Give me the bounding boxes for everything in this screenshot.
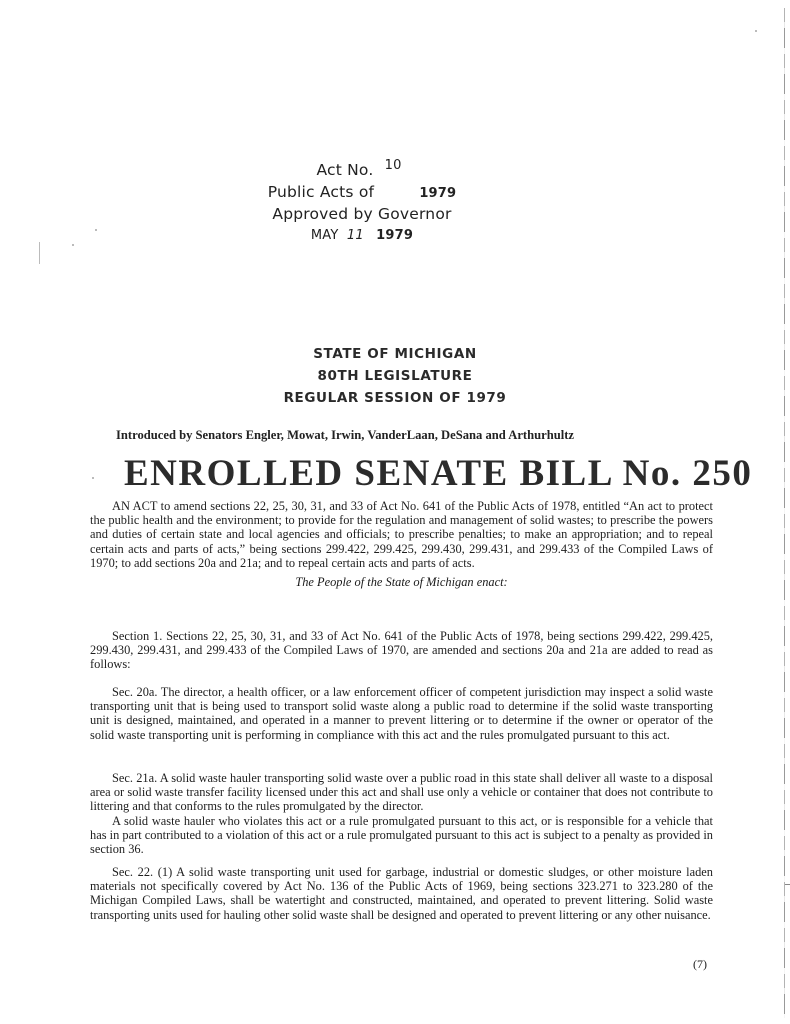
page-number: (7) [693,957,707,971]
state-name: STATE OF MICHIGAN [313,346,477,362]
act-number-label: Act No. [316,161,374,179]
approved-by-governor: Approved by Governor [272,205,452,223]
section-22 [90,865,713,922]
section-20a-text: Sec. 20a. The director, a health officer, or a law enforcement officer of competent jurisdiction may inspect a solid waste transporting unit that is being used to transport solid waste along a public road to determine if the solid waste transporting unit is designed, maintained, and operated in a manner to prevent littering or to determine if the owner or operator of the solid waste transporting unit is performing in compliance with this act and the rules promulgated pursuant to this act. [90,685,713,742]
section-22-text: Sec. 22. (1) A solid waste transporting unit used for garbage, industrial or domestic sludges, or other moisture laden materials not specifically covered by Act No. 136 of the Public Acts of 1969, being sections 323.271 to 323.280 of the Michigan Compiled Laws, shall be watertight and constructed, maintained, and operated to prevent littering. Solid waste transporting units used for hauling other solid waste shall be designed and operated to prevent littering or any other nuisance. [90,865,713,922]
approved-year: 1979 [376,228,414,243]
act-paragraph [90,499,713,570]
approved-date [252,225,472,246]
approved-month: MAY [310,228,339,243]
public-acts-line [252,182,472,204]
approved-day: 11 [346,228,364,243]
section-21a-text: Sec. 21a. A solid waste hauler transporting solid waste over a public road in this state shall deliver all waste to a disposal area or solid waste transfer facility licensed under this act and shall use only a vehicle or container that does not contribute to littering and that conforms to the rules promulgated by the director. [90,771,713,814]
section-1-text: Section 1. Sections 22, 25, 30, 31, and 33 of Act No. 641 of the Public Acts of 1978, being sections 299.422, 299.425, 299.430, 299.431, and 299.433 of the Compiled Laws of 1970, are amended and sections 20a and 21a are added to read as follows: [90,629,713,672]
scan-speck [92,477,94,479]
scan-speck [755,30,757,32]
legislature-number: 80TH LEGISLATURE [317,368,473,384]
act-number-handwritten: 10 [384,158,402,173]
bill-title: ENROLLED SENATE BILL No. 250 [124,453,753,494]
public-acts-year: 1979 [419,186,457,201]
scan-edge-tick [785,884,790,885]
scan-edge-line [784,8,785,1018]
introduced-by: Introduced by Senators Engler, Mowat, Irwin, VanderLaan, DeSana and Arthurhultz [116,428,574,442]
public-acts-label: Public Acts of [267,183,375,201]
enacting-clause: The People of the State of Michigan enact: [295,575,508,589]
session-name: REGULAR SESSION OF 1979 [283,390,507,406]
scan-speck [95,229,97,231]
section-1 [90,629,713,672]
scan-margin-mark [39,242,40,264]
section-21a [90,771,713,856]
section-20a [90,685,713,742]
section-21a-penalty-text: A solid waste hauler who violates this act or a rule promulgated pursuant to this act, or is responsible for a vehicle that has in part contributed to a violation of this act or a rule promulgated pursuant to this act is subject to a penalty as provided in section 36. [90,813,713,857]
scan-speck [72,244,74,246]
act-number-line [246,160,472,182]
act-text: AN ACT to amend sections 22, 25, 30, 31, and 33 of Act No. 641 of the Public Acts of 1978, entitled “An act to protect the public health and the environment; to provide for the regulation and management of solid wastes; to prescribe the powers and duties of certain state and local agencies and officials; to prescribe penalties; to make an appropriation; and to repeal certain acts and parts of acts,” being sections 299.422, 299.425, 299.430, 299.431, and 299.433 of the Compiled Laws of 1970; to add sections 20a and 21a; and to repeal certain acts and parts of acts. [90,499,713,570]
approval-stamp [252,160,472,246]
legislature-heading [270,343,520,409]
